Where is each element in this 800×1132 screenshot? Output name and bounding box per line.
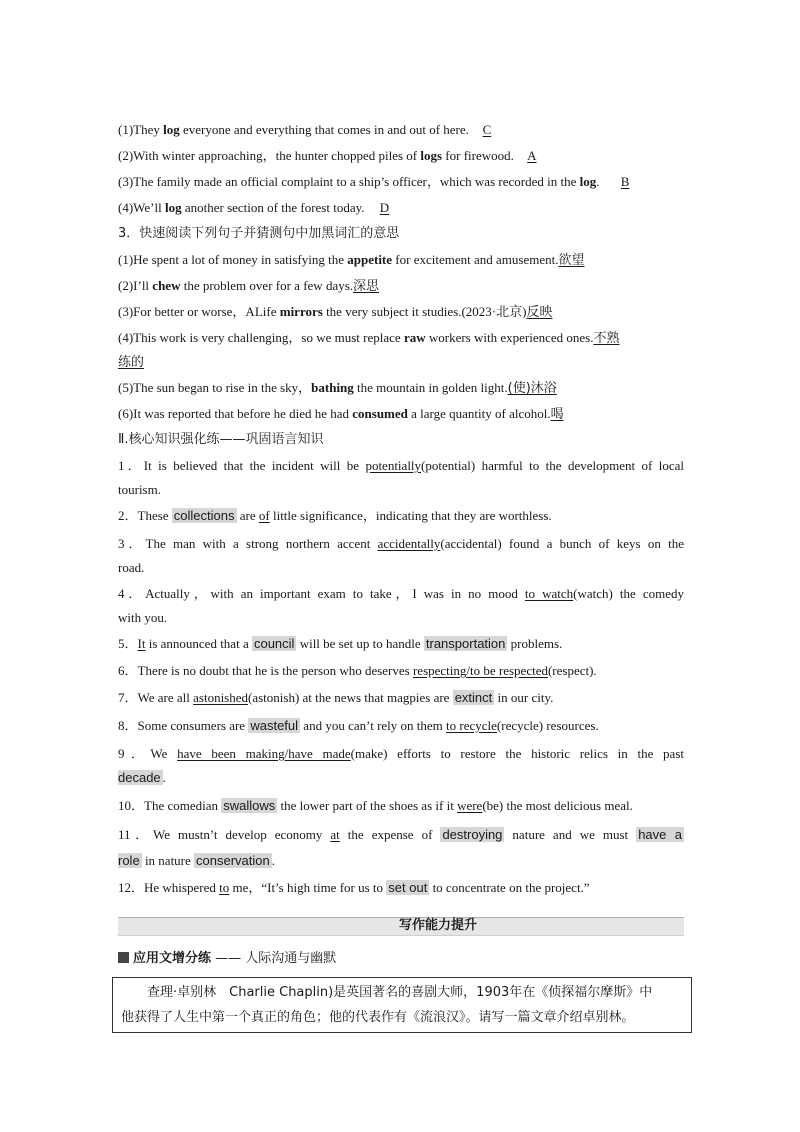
question-text: the lower part of the shoes as if it bbox=[277, 798, 458, 813]
sentence-text: (4)This work is very challenging，so we must replace bbox=[118, 330, 404, 345]
question-text: problems. bbox=[507, 636, 563, 651]
question-text: 7．We are all bbox=[118, 690, 194, 705]
sentence-text: . bbox=[596, 174, 600, 189]
answer-blank: A bbox=[527, 148, 537, 163]
question-text: 9．We bbox=[118, 746, 178, 761]
question-10 bbox=[118, 798, 684, 814]
question-text: to concentrate on the project.” bbox=[429, 880, 590, 895]
question-text: (make) efforts to restore the historic relics in the past bbox=[350, 746, 684, 761]
sentence-text: for firewood. bbox=[442, 148, 514, 163]
question-text: . bbox=[271, 853, 275, 868]
guess-word-3 bbox=[118, 304, 684, 321]
question-4 bbox=[118, 586, 684, 602]
question-7 bbox=[118, 690, 684, 706]
question-text: 3．The man with a strong northern accent bbox=[118, 536, 378, 551]
task-text-line-2: 他获得了人生中第一个真正的角色；他的代表作有《流浪汉》。请写一篇文章介绍卓别林。 bbox=[121, 1010, 635, 1025]
question-3 bbox=[118, 536, 684, 552]
question-9-cont bbox=[118, 770, 684, 786]
answer-text: were bbox=[457, 798, 483, 813]
sentence-text: another section of the forest today. bbox=[181, 200, 365, 215]
sentence-text: (3)The family made an official complaint to a ship’s officer，which was recorded in the bbox=[118, 174, 580, 189]
question-text: 10．The comedian bbox=[118, 798, 222, 813]
question-text: (respect). bbox=[547, 663, 597, 678]
answer-text: 深思 bbox=[353, 279, 380, 294]
subsection-heading bbox=[118, 951, 336, 967]
guess-word-4-cont bbox=[118, 354, 684, 371]
bold-word: log bbox=[164, 200, 182, 215]
divider bbox=[118, 935, 684, 936]
question-text: are bbox=[236, 508, 259, 523]
answer-text: respecting/to be respected bbox=[412, 663, 548, 678]
square-bullet-icon bbox=[118, 952, 129, 963]
question-text: (astonish) at the news that magpies are bbox=[248, 690, 453, 705]
banner-title: 写作能力提升 bbox=[398, 918, 477, 933]
question-text: nature and we must bbox=[504, 827, 637, 842]
sentence-text: for excitement and amusement. bbox=[392, 252, 559, 267]
exercise-log-1 bbox=[118, 122, 684, 138]
question-9 bbox=[118, 746, 684, 762]
answer-text: accidentally bbox=[377, 536, 441, 551]
question-2 bbox=[118, 508, 684, 524]
question-text: (watch) the comedy bbox=[573, 586, 684, 601]
answer-text: It bbox=[137, 636, 146, 651]
highlighted-word: council bbox=[253, 636, 295, 651]
answer-text: astonished bbox=[193, 690, 249, 705]
question-text: 1．It is believed that the incident will be bbox=[118, 458, 366, 473]
exercise-log-2 bbox=[118, 148, 684, 164]
answer-blank: B bbox=[620, 174, 630, 189]
question-text: in nature bbox=[141, 853, 195, 868]
highlighted-word: transportation bbox=[425, 636, 506, 651]
sentence-text: the very subject it studies.(2023·北京) bbox=[322, 304, 527, 319]
answer-text: 不熟 bbox=[593, 331, 620, 346]
highlighted-word: set out bbox=[388, 880, 428, 895]
guess-word-4 bbox=[118, 330, 684, 347]
sentence-text: the problem over for a few days. bbox=[180, 278, 354, 293]
answer-text: (使)沐浴 bbox=[507, 381, 557, 396]
answer-text: to bbox=[219, 880, 230, 895]
subsection-topic: 人际沟通与幽默 bbox=[245, 951, 337, 966]
highlighted-word: destroying bbox=[442, 827, 503, 842]
question-3-cont: road. bbox=[118, 560, 145, 575]
section-2-heading: Ⅱ.核心知识强化练——巩固语言知识 bbox=[118, 432, 324, 447]
question-text: 12．He whispered bbox=[118, 880, 220, 895]
bold-word: mirrors bbox=[279, 304, 323, 319]
guess-word-2 bbox=[118, 278, 684, 295]
sentence-text: (5)The sun began to rise in the sky， bbox=[118, 380, 312, 395]
question-12 bbox=[118, 880, 684, 896]
answer-text: at bbox=[330, 827, 340, 842]
question-text: . bbox=[162, 770, 166, 785]
question-text: in our city. bbox=[494, 690, 554, 705]
bold-word: raw bbox=[403, 330, 426, 345]
writing-task-box bbox=[112, 977, 692, 1033]
question-1 bbox=[118, 458, 684, 474]
question-4-cont: with you. bbox=[118, 610, 168, 625]
bold-word: consumed bbox=[352, 406, 408, 421]
sentence-text: (1)They bbox=[118, 122, 164, 137]
question-11 bbox=[118, 827, 684, 843]
sentence-text: workers with experienced ones. bbox=[425, 330, 594, 345]
bold-word: appetite bbox=[347, 252, 393, 267]
question-text: 4．Actually，with an important exam to take，I was in no mood bbox=[118, 586, 525, 601]
question-text: (potential) harmful to the development of local bbox=[421, 458, 685, 473]
question-text: is announced that a bbox=[145, 636, 252, 651]
question-text: (accidental) found a bunch of keys on the bbox=[440, 536, 684, 551]
guess-word-5 bbox=[118, 380, 684, 397]
question-text: 6．There is no doubt that he is the person who deserves bbox=[118, 663, 413, 678]
sentence-text: (4)We’ll bbox=[118, 200, 165, 215]
answer-text: 反映 bbox=[526, 305, 553, 320]
highlighted-word: collections bbox=[173, 508, 235, 523]
question-text: 2．These bbox=[118, 508, 172, 523]
sentence-text: (3)For better or worse，ALife bbox=[118, 304, 280, 319]
answer-text: to watch bbox=[524, 586, 574, 601]
highlighted-word: role bbox=[118, 853, 140, 868]
highlighted-word: extinct bbox=[454, 690, 493, 705]
exercise-log-3 bbox=[118, 174, 684, 190]
question-text: 8．Some consumers are bbox=[118, 718, 249, 733]
highlighted-word: decade bbox=[118, 770, 161, 785]
subsection-dash: —— bbox=[211, 951, 246, 966]
highlighted-word: have a bbox=[638, 827, 682, 842]
sentence-text: (2)With winter approaching，the hunter chopped piles of bbox=[118, 148, 421, 163]
highlighted-word: swallows bbox=[223, 798, 276, 813]
question-text: 5． bbox=[118, 636, 138, 651]
sentence-text: (6)It was reported that before he died he had bbox=[118, 406, 353, 421]
bold-word: logs bbox=[420, 148, 443, 163]
bold-word: log bbox=[579, 174, 597, 189]
exercise-3-heading: 3．快速阅读下列句子并猜测句中加黑词汇的意思 bbox=[118, 226, 400, 241]
highlighted-word: wasteful bbox=[250, 718, 299, 733]
answer-blank: C bbox=[482, 122, 492, 137]
sentence-text: a large quantity of alcohol. bbox=[407, 406, 551, 421]
question-6 bbox=[118, 663, 684, 679]
question-text: little significance，indicating that they are worthless. bbox=[269, 508, 552, 523]
sentence-text: (1)He spent a lot of money in satisfying the bbox=[118, 252, 348, 267]
highlighted-word: conservation bbox=[196, 853, 270, 868]
sentence-text: everyone and everything that comes in and out of here. bbox=[179, 122, 469, 137]
question-8 bbox=[118, 718, 684, 734]
bold-word: log bbox=[163, 122, 180, 137]
question-text: me，“It’s high time for us to bbox=[229, 880, 387, 895]
section-banner bbox=[118, 917, 684, 936]
answer-text: potentially bbox=[365, 458, 422, 473]
sentence-text: the mountain in golden light. bbox=[353, 380, 508, 395]
question-text: will be set up to handle bbox=[296, 636, 424, 651]
task-text-line-1: 查理·卓别林 Charlie Chaplin)是英国著名的喜剧大师，1903年在《侦探福尔摩斯》中 bbox=[147, 985, 653, 1000]
answer-blank: D bbox=[379, 200, 390, 215]
answer-text: 欲望 bbox=[558, 253, 585, 268]
answer-text: 练的 bbox=[118, 355, 145, 370]
answer-text: to recycle bbox=[446, 718, 497, 733]
question-11-cont bbox=[118, 853, 684, 869]
question-5 bbox=[118, 636, 684, 652]
answer-text: of bbox=[258, 508, 270, 523]
guess-word-6 bbox=[118, 406, 684, 423]
guess-word-1 bbox=[118, 252, 684, 269]
question-text: the expense of bbox=[339, 827, 441, 842]
question-1-cont: tourism. bbox=[118, 482, 161, 497]
question-text: and you can’t rely on them bbox=[300, 718, 447, 733]
bold-word: chew bbox=[152, 278, 181, 293]
bold-word: bathing bbox=[311, 380, 354, 395]
subsection-title: 应用文增分练 bbox=[133, 951, 212, 966]
question-text: (recycle) resources. bbox=[496, 718, 599, 733]
answer-text: have been making/have made bbox=[177, 746, 351, 761]
question-text: (be) the most delicious meal. bbox=[482, 798, 633, 813]
question-text: 11．We mustn’t develop economy bbox=[118, 827, 331, 842]
sentence-text: (2)I’ll bbox=[118, 278, 153, 293]
exercise-log-4 bbox=[118, 200, 684, 216]
answer-text: 喝 bbox=[550, 407, 564, 422]
